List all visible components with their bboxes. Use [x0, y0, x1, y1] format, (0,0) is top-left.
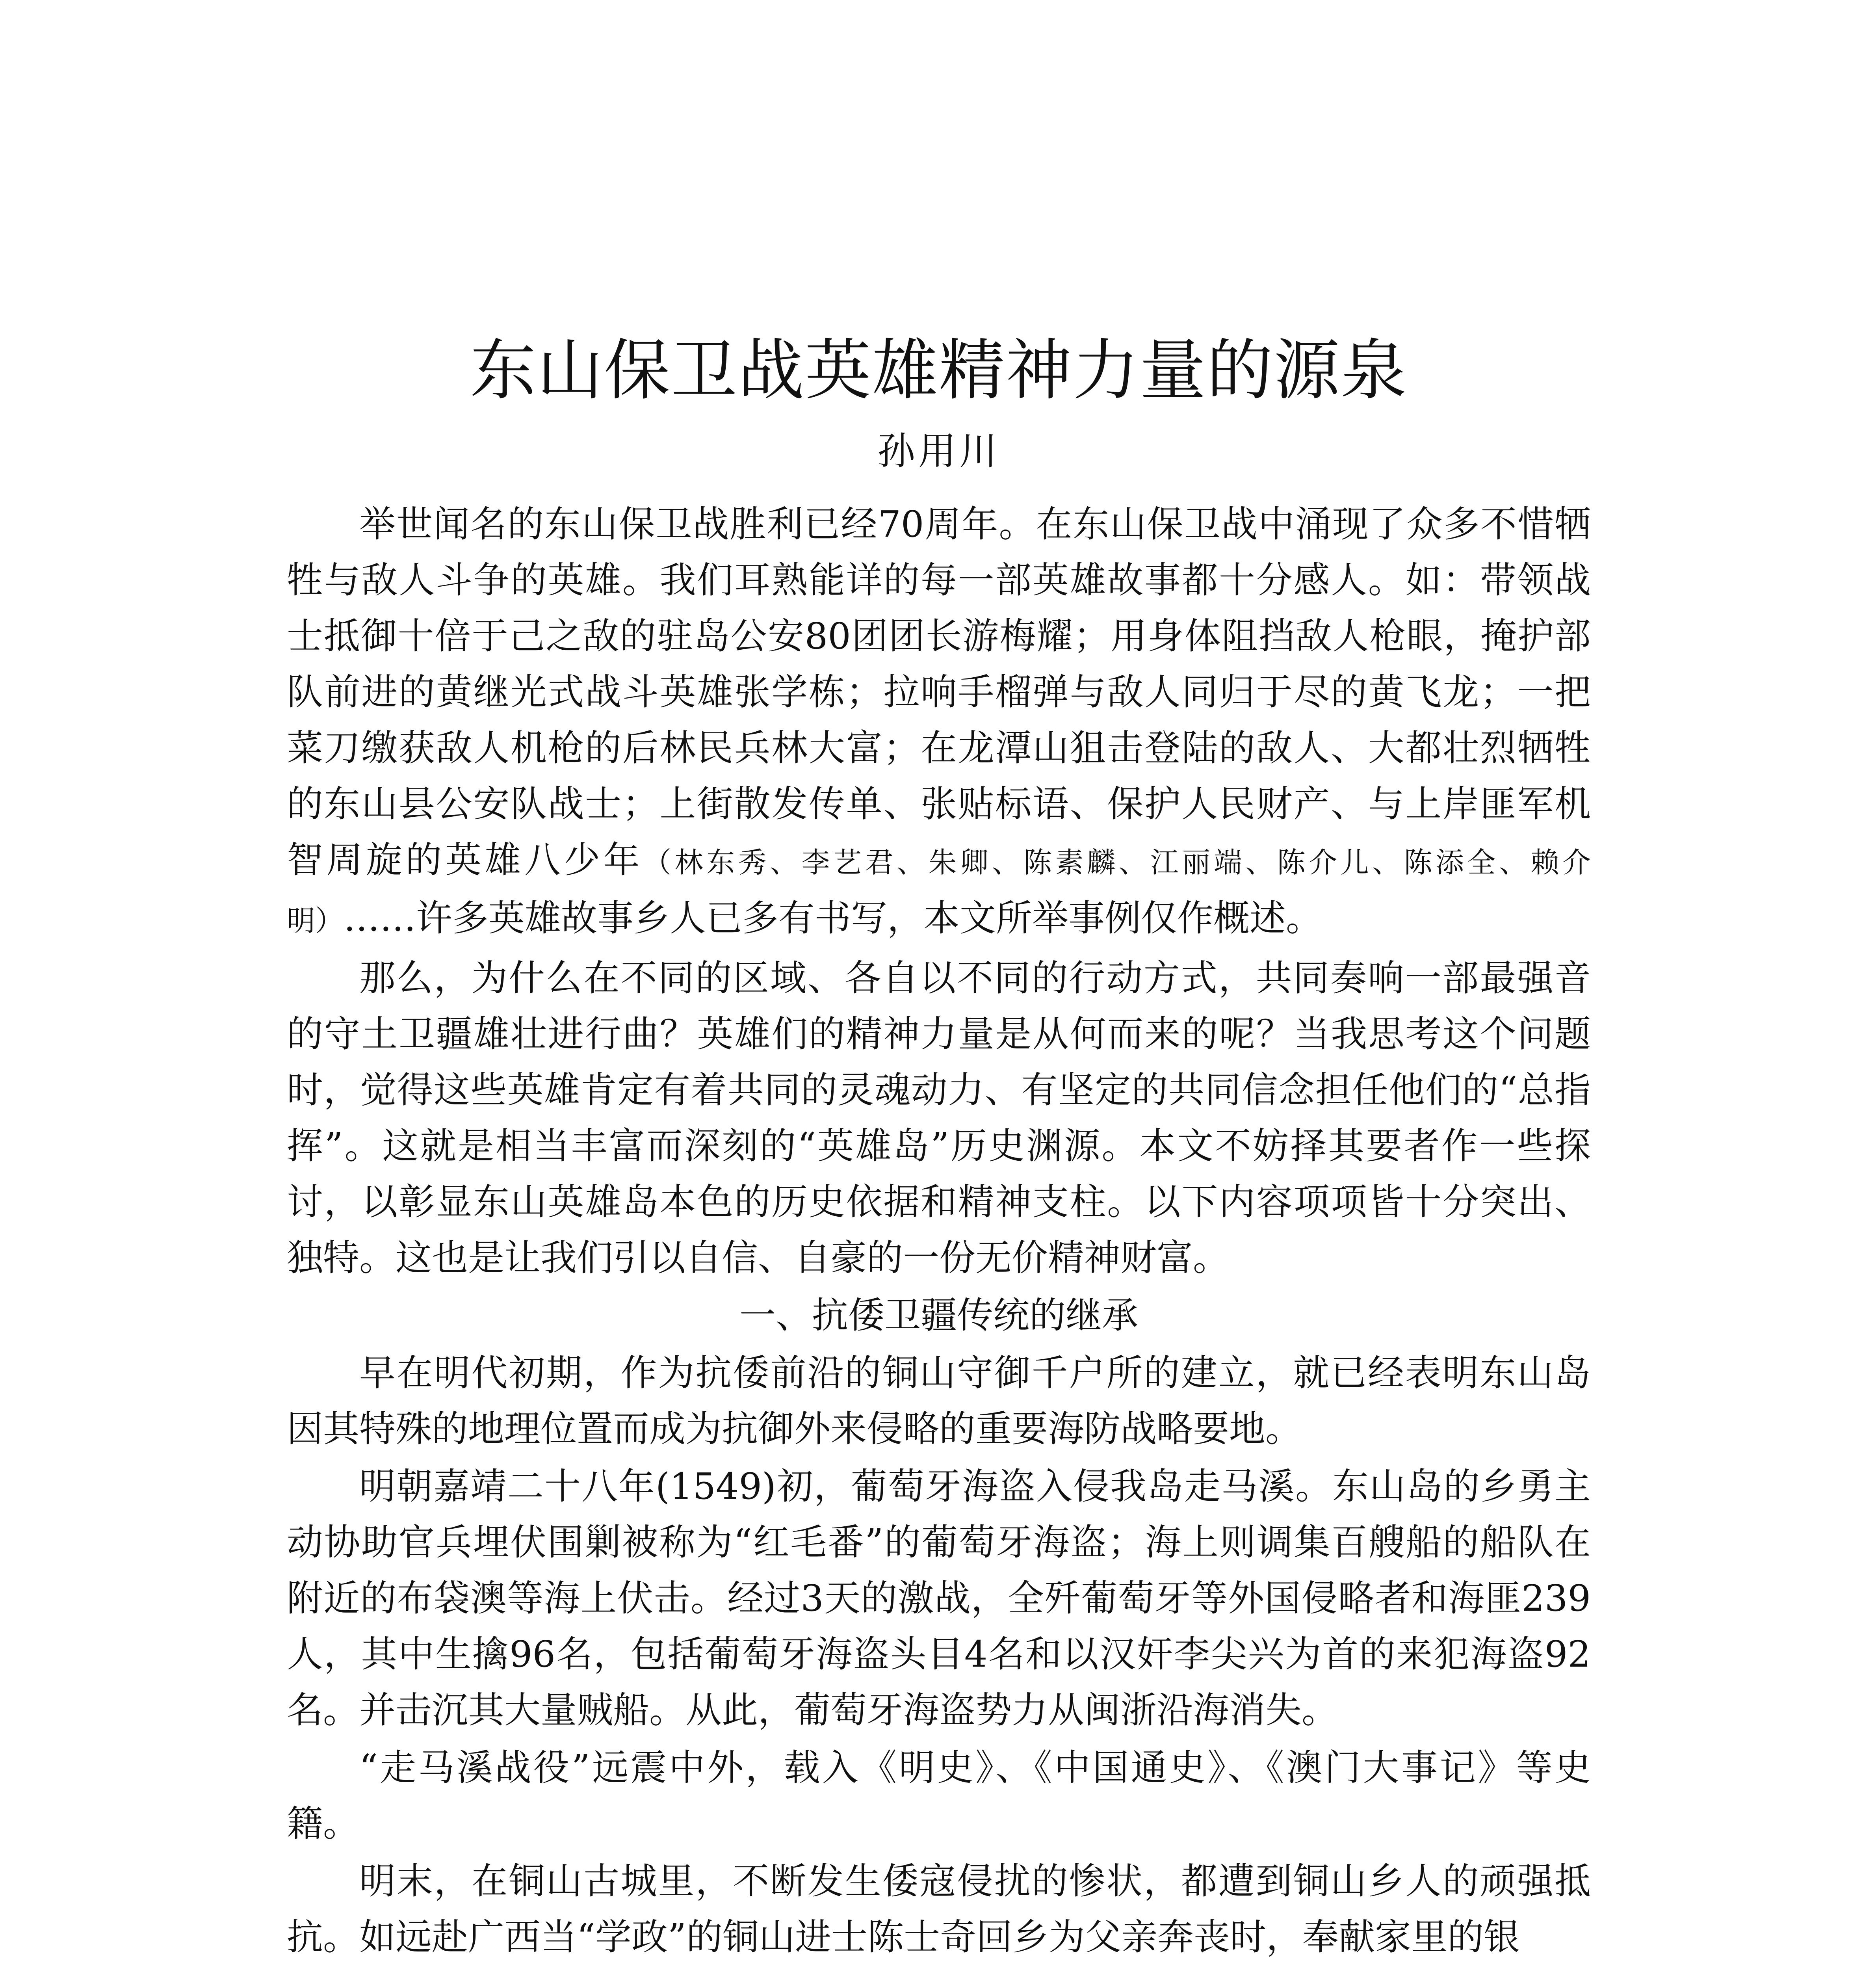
paragraph-intro-tail: ……许多英雄故事乡人已多有书写，本文所举事例仅作概述。 — [344, 897, 1322, 939]
paragraph-intro — [287, 496, 1591, 949]
eight-youths-names: （林东秀、李艺君、朱卿、陈素麟、江丽端、陈介儿、陈添全、赖介明） — [287, 846, 1591, 937]
paragraph-question: 那么，为什么在不同的区域、各自以不同的行动方式，共同奏响一部最强音的守土卫疆雄壮进行曲？英雄们的精神力量是从何而来的呢？当我思考这个问题时，觉得这些英雄肯定有着共同的灵魂动力、有坚定的共同信念担任他们的“总指挥”。这就是相当丰富而深刻的“英雄岛”历史渊源。本文不妨择其要者作一些探讨，以彰显东山英雄岛本色的历史依据和精神支柱。以下内容项项皆十分突出、独特。这也是让我们引以自信、自豪的一份无价精神财富。 — [287, 957, 1591, 1279]
section-paragraph: 明朝嘉靖二十八年(1549)初，葡萄牙海盗入侵我岛走马溪。东山岛的乡勇主动协助官兵埋伏围剿被称为“红毛番”的葡萄牙海盗；海上则调集百艘船的船队在附近的布袋澳等海上伏击。经过3天的激战，全歼葡萄牙等外国侵略者和海匪239人，其中生擒96名，包括葡萄牙海盗头目4名和以汉奸李尖兴为首的来犯海盗92名。并击沉其大量贼船。从此，葡萄牙海盗势力从闽浙沿海消失。 — [287, 1465, 1591, 1731]
document-body — [287, 323, 1591, 1967]
section-paragraph: “走马溪战役”远震中外，载入《明史》、《中国通史》、《澳门大事记》等史籍。 — [287, 1747, 1591, 1845]
section-paragraph: 早在明代初期，作为抗倭前沿的铜山守御千户所的建立，就已经表明东山岛因其特殊的地理位置而成为抗御外来侵略的重要海防战略要地。 — [287, 1352, 1591, 1450]
paragraph-intro-text: 举世闻名的东山保卫战胜利已经70周年。在东山保卫战中涌现了众多不惜牺牲与敌人斗争的英雄。我们耳熟能详的每一部英雄故事都十分感人。如：带领战士抵御十倍于己之敌的驻岛公安80团团长游梅耀；用身体阻挡敌人枪眼，掩护部队前进的黄继光式战斗英雄张学栋；拉响手榴弹与敌人同归于尽的黄飞龙；一把菜刀缴获敌人机枪的后林民兵林大富；在龙潭山狙击登陆的敌人、大都壮烈牺牲的东山县公安队战士；上街散发传单、张贴标语、保护人民财产、与上岸匪军机智周旋的英雄八少年 — [287, 503, 1591, 881]
section-heading: 一、抗倭卫疆传统的继承 — [739, 1294, 1138, 1336]
document-title: 东山保卫战英雄精神力量的源泉 — [470, 332, 1408, 409]
section-paragraph: 明末，在铜山古城里，不断发生倭寇侵扰的惨状，都遭到铜山乡人的顽强抵抗。如远赴广西当“学政”的铜山进士陈士奇回乡为父亲奔丧时，奉献家里的银 — [287, 1860, 1591, 1958]
document-author: 孙用川 — [877, 429, 1000, 473]
